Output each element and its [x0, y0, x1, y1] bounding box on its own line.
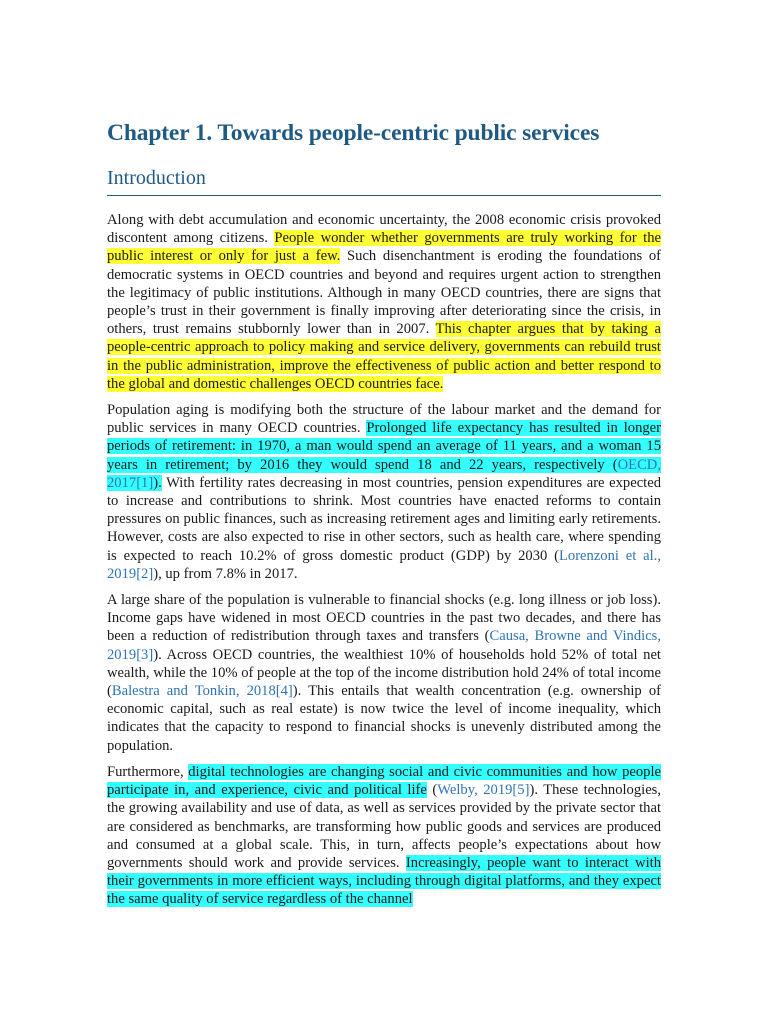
reference-link-oecd-2017[interactable]: OECD, 2017[1] — [107, 456, 661, 491]
document-content — [107, 118, 661, 909]
text-run: Along with debt accumulation and economic uncertainty, the 2008 economic crisis provoked discontent among citizens. — [107, 212, 661, 247]
paragraph-2 — [107, 401, 661, 583]
paragraph-1 — [107, 211, 661, 393]
reference-link-balestra-2018[interactable]: Balestra and Tonkin, 2018[4] — [111, 683, 293, 700]
highlight-cyan: digital technologies are changing social and civic communities and how people participate in, and experience, civic and political life — [107, 763, 662, 799]
paragraph-3 — [107, 591, 661, 755]
text-run: ). — [153, 474, 162, 491]
text-run: Prolonged life expectancy has resulted in longer periods of retirement: in 1970, a man would spend an average of 11 years, and a woman 15 years in retirement; by 2016 they would spend 18 and 22 years, respectively ( — [107, 420, 662, 473]
text-run: ). This entails that wealth concentration (e.g. ownership of economic capital, such as real estate) is now twice the level of income inequality, which indicates that the capacity to respond to financial shocks is unevenly distributed among the population. — [107, 683, 661, 754]
text-run: Furthermore, — [107, 763, 189, 780]
text-run: ). These technologies, the growing availability and use of data, as well as services provided by the private sector that are considered as benchmarks, are transforming how public goods and services are produced and consumed at a global scale. This, in turn, affects people’s expectations about how governments should work and provide services. — [107, 782, 662, 871]
reference-link-welby-2019[interactable]: Welby, 2019[5] — [437, 782, 530, 799]
section-title: Introduction — [107, 164, 661, 196]
text-run: Population aging is modifying both the structure of the labour market and the demand for public services in many OECD countries. — [107, 402, 661, 437]
highlight-yellow: People wonder whether governments are truly working for the public interest or only for just a few. — [107, 230, 661, 265]
text-run: ( — [426, 782, 438, 799]
highlight-cyan: Increasingly, people want to interact with their governments in more efficient ways, including through digital platforms, and they expect the same quality of service regardless of the channel — [107, 854, 661, 908]
text-run: A large share of the population is vulnerable to financial shocks (e.g. long illness or job loss). Income gaps have widened in most OECD countries in the past two decades, and there has been a reduction of redistribution through taxes and transfers ( — [107, 592, 661, 645]
paragraph-4 — [107, 763, 661, 909]
text-run: ). Across OECD countries, the wealthiest 10% of households hold 52% of total net wealth, while the 10% of people at the top of the income distribution hold 24% of total income ( — [107, 646, 661, 700]
text-run: With fertility rates decreasing in most countries, pension expenditures are expected to increase and contributions to shrink. Most countries have enacted reforms to contain pressures on public finances, such as increasing retirement ages and limiting early retirements. However, costs are also expected to rise in other sectors, such as health care, where spending is expected to reach 10.2% of gross domestic product (GDP) by 2030 ( — [107, 474, 661, 564]
text-run: Such disenchantment is eroding the foundations of democratic systems in OECD countries and beyond and requires urgent action to strengthen the legitimacy of public institutions. Although in many OECD countries, there are signs that people’s trust in their government is finally improving after deteriorating since the crisis, in others, trust remains stubbornly lower than in 2007. — [107, 248, 661, 338]
reference-link-causa-2019[interactable]: Causa, Browne and Vindics, 2019[3] — [107, 628, 661, 663]
reference-link-lorenzoni-2019[interactable]: Lorenzoni et al., 2019[2] — [107, 547, 661, 582]
chapter-title: Chapter 1. Towards people-centric public services — [107, 120, 600, 146]
text-run: ), up from 7.8% in 2017. — [153, 565, 298, 582]
highlight-yellow: This chapter argues that by taking a people-centric approach to policy making and service delivery, governments can rebuild trust in the public administration, improve the effectiveness of public action and better respond to the global and domestic challenges OECD countries face. — [107, 321, 661, 392]
